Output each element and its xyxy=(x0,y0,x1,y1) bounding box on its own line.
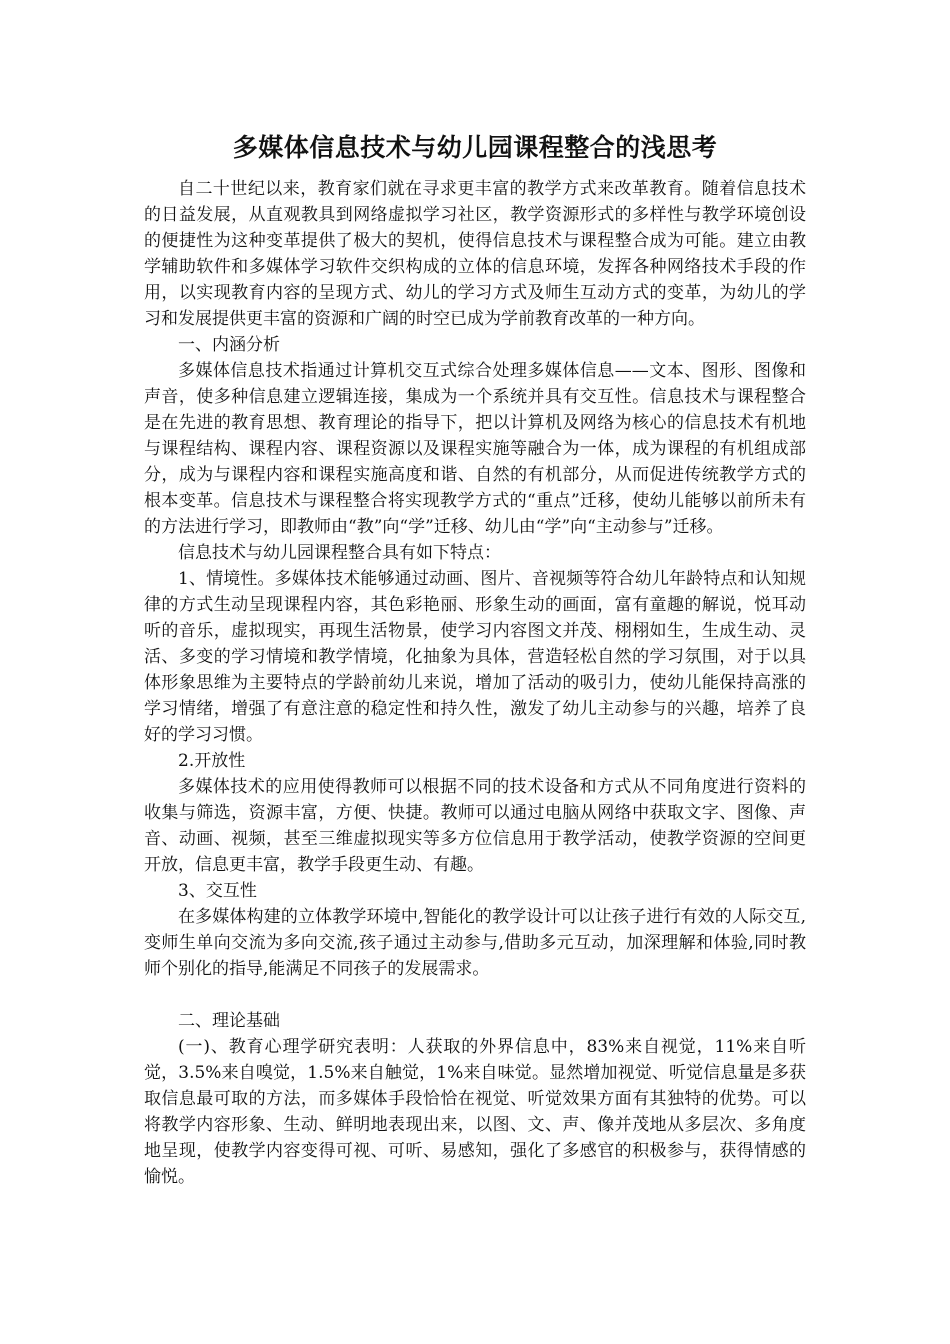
section-heading-connotation: 一、内涵分析 xyxy=(178,335,280,355)
features-intro-paragraph: 信息技术与幼儿园课程整合具有如下特点： xyxy=(178,543,501,563)
feature-openness-paragraph: 多媒体技术的应用使得教师可以根据不同的技术设备和方式从不同角度进行资料的收集与筛选，资源丰富，方便、快捷。教师可以通过电脑从网络中获取文字、图像、声音、动画、视频，甚至三维虚拟现实等多方位信息用于教学活动，使教学资源的空间更开放，信息更丰富，教学手段更生动、有趣。 xyxy=(144,777,806,875)
theory-psychology-paragraph: (一)、教育心理学研究表明：人获取的外界信息中，83%来自视觉，11%来自听觉，3.5%来自嗅觉，1.5%来自触觉，1%来自味觉。显然增加视觉、听觉信息量是多获取信息最可取的方法，而多媒体手段恰恰在视觉、听觉效果方面有其独特的优势。可以将教学内容形象、生动、鲜明地表现出来，以图、文、声、像并茂地从多层次、多角度地呈现，使教学内容变得可视、可听、易感知，强化了多感官的积极参与，获得情感的愉悦。 xyxy=(144,1037,806,1187)
intro-paragraph: 自二十世纪以来，教育家们就在寻求更丰富的教学方式来改革教育。随着信息技术的日益发展，从直观教具到网络虚拟学习社区，教学资源形式的多样性与教学环境创设的便捷性为这种变革提供了极大的契机，使得信息技术与课程整合成为可能。建立由教学辅助软件和多媒体学习软件交织构成的立体的信息环境，发挥各种网络技术手段的作用，以实现教育内容的呈现方式、幼儿的学习方式及师生互动方式的变革，为幼儿的学习和发展提供更丰富的资源和广阔的时空已成为学前教育改革的一种方向。 xyxy=(144,179,806,329)
feature-situational-paragraph: 1、情境性。多媒体技术能够通过动画、图片、音视频等符合幼儿年龄特点和认知规律的方式生动呈现课程内容，其色彩艳丽、形象生动的画面，富有童趣的解说，悦耳动听的音乐，虚拟现实，再现生活物景，使学习内容图文并茂、栩栩如生，生成生动、灵活、多变的学习情境和教学情境，化抽象为具体，营造轻松自然的学习氛围，对于以具体形象思维为主要特点的学龄前幼儿来说，增加了活动的吸引力，使幼儿能保持高涨的学习情绪，增强了有意注意的稳定性和持久性，激发了幼儿主动参与的兴趣，培养了良好的学习习惯。 xyxy=(144,569,806,745)
feature-openness-heading: 2.开放性 xyxy=(178,751,246,771)
feature-interactive-heading: 3、交互性 xyxy=(178,881,257,901)
definition-paragraph: 多媒体信息技术指通过计算机交互式综合处理多媒体信息——文本、图形、图像和声音，使多种信息建立逻辑连接，集成为一个系统并具有交互性。信息技术与课程整合是在先进的教育思想、教育理论的指导下，把以计算机及网络为核心的信息技术有机地与课程结构、课程内容、课程资源以及课程实施等融合为一体，成为课程的有机组成部分，成为与课程内容和课程实施高度和谐、自然的有机部分，从而促进传统教学方式的根本变革。信息技术与课程整合将实现教学方式的“重点”迁移，使幼儿能够以前所未有的方法进行学习，即教师由“教”向“学”迁移、幼儿由“学”向“主动参与”迁移。 xyxy=(144,361,806,537)
document-body xyxy=(144,128,806,1190)
blank-line xyxy=(144,982,806,1008)
section-heading-theory: 二、理论基础 xyxy=(178,1011,280,1031)
feature-interactive-paragraph: 在多媒体构建的立体教学环境中,智能化的教学设计可以让孩子进行有效的人际交互,变师生单向交流为多向交流,孩子通过主动参与,借助多元互动，加深理解和体验,同时教师个别化的指导,能满足不同孩子的发展需求。 xyxy=(144,907,806,979)
document-title: 多媒体信息技术与幼儿园课程整合的浅思考 xyxy=(232,133,718,162)
